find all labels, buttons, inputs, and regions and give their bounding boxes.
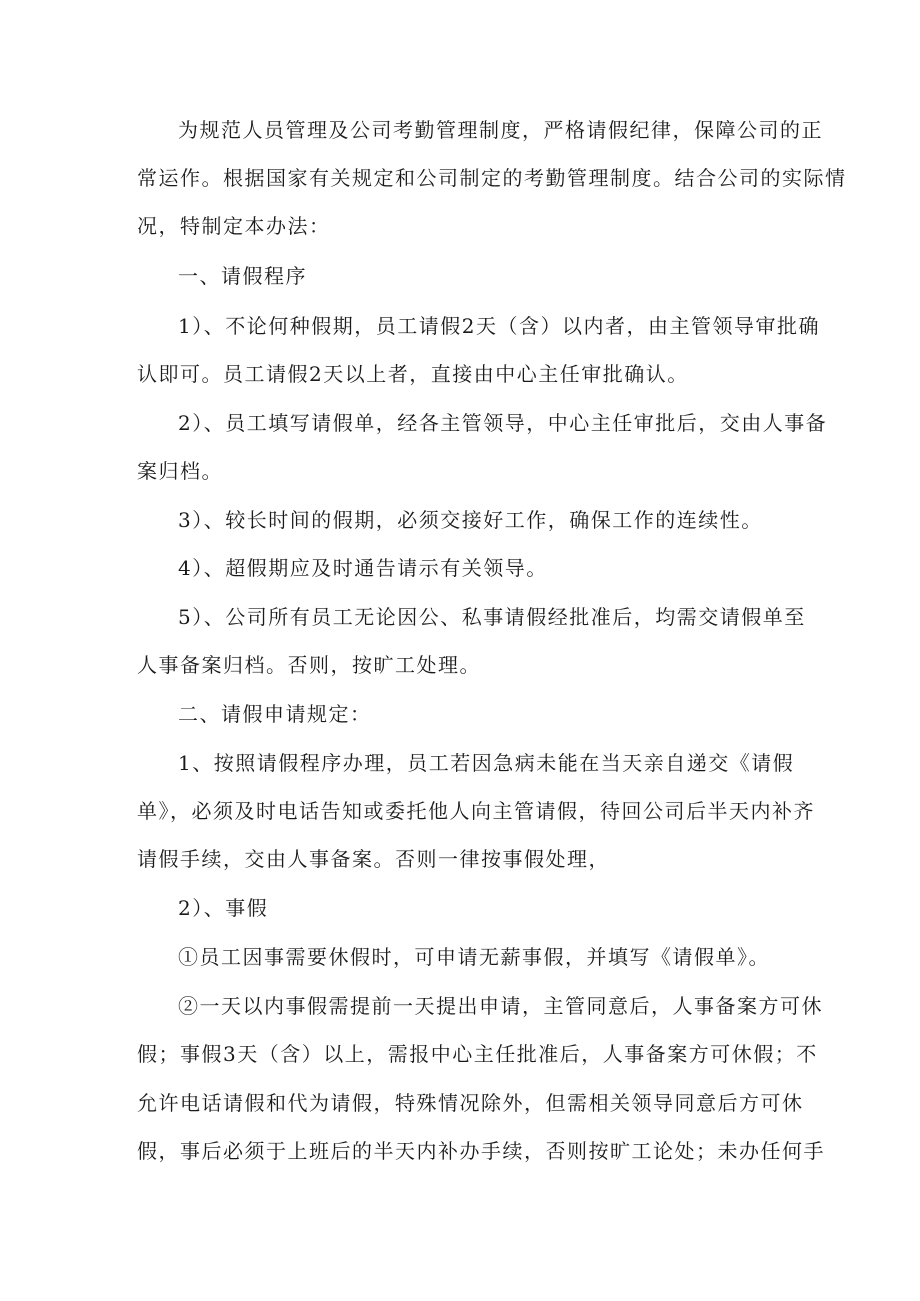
section-heading: 一、请假程序 bbox=[178, 264, 307, 288]
paragraph-line: ②一天以内事假需提前一天提出申请，主管同意后，人事备案方可休 bbox=[178, 994, 823, 1018]
paragraph-line: 1）、不论何种假期，员工请假2天（含）以内者，由主管领导审批确 bbox=[178, 314, 820, 338]
paragraph-line: 人事备案归档。否则，按旷工处理。 bbox=[137, 653, 481, 677]
paragraph-line: 1、按照请假程序办理，员工若因急病未能在当天亲自递交《请假 bbox=[178, 751, 795, 775]
paragraph-line: 请假手续，交由人事备案。否则一律按事假处理， bbox=[137, 847, 610, 871]
paragraph-line: 5）、公司所有员工无论因公、私事请假经批准后，均需交请假单至 bbox=[178, 605, 806, 629]
paragraph-line: 假，事后必须于上班后的半天内补办手续，否则按旷工论处；未办任何手 bbox=[137, 1139, 825, 1163]
paragraph-line: 允许电话请假和代为请假，特殊情况除外，但需相关领导同意后方可休 bbox=[137, 1091, 804, 1115]
paragraph-line: 况，特制定本办法： bbox=[137, 214, 331, 238]
paragraph-line: 为规范人员管理及公司考勤管理制度，严格请假纪律，保障公司的正 bbox=[178, 118, 823, 142]
paragraph-line: ①员工因事需要休假时，可申请无薪事假，并填写《请假单》。 bbox=[178, 945, 770, 969]
paragraph-line: 案归档。 bbox=[137, 459, 223, 483]
subsection-heading: 2）、事假 bbox=[178, 896, 269, 920]
paragraph-line: 常运作。根据国家有关规定和公司制定的考勤管理制度。结合公司的实际情 bbox=[137, 166, 847, 190]
paragraph-line: 4）、超假期应及时通告请示有关领导。 bbox=[178, 556, 548, 580]
paragraph-line: 3）、较长时间的假期，必须交接好工作，确保工作的连续性。 bbox=[178, 508, 763, 532]
paragraph-line: 单》，必须及时电话告知或委托他人向主管请假，待回公司后半天内补齐 bbox=[137, 799, 815, 823]
paragraph-line: 假；事假3天（含）以上，需报中心主任批准后，人事备案方可休假；不 bbox=[137, 1042, 818, 1066]
paragraph-line: 2）、员工填写请假单，经各主管领导，中心主任审批后，交由人事备 bbox=[178, 411, 828, 435]
paragraph-line: 认即可。员工请假2天以上者，直接由中心主任审批确认。 bbox=[137, 362, 689, 386]
section-heading: 二、请假申请规定： bbox=[178, 702, 372, 726]
